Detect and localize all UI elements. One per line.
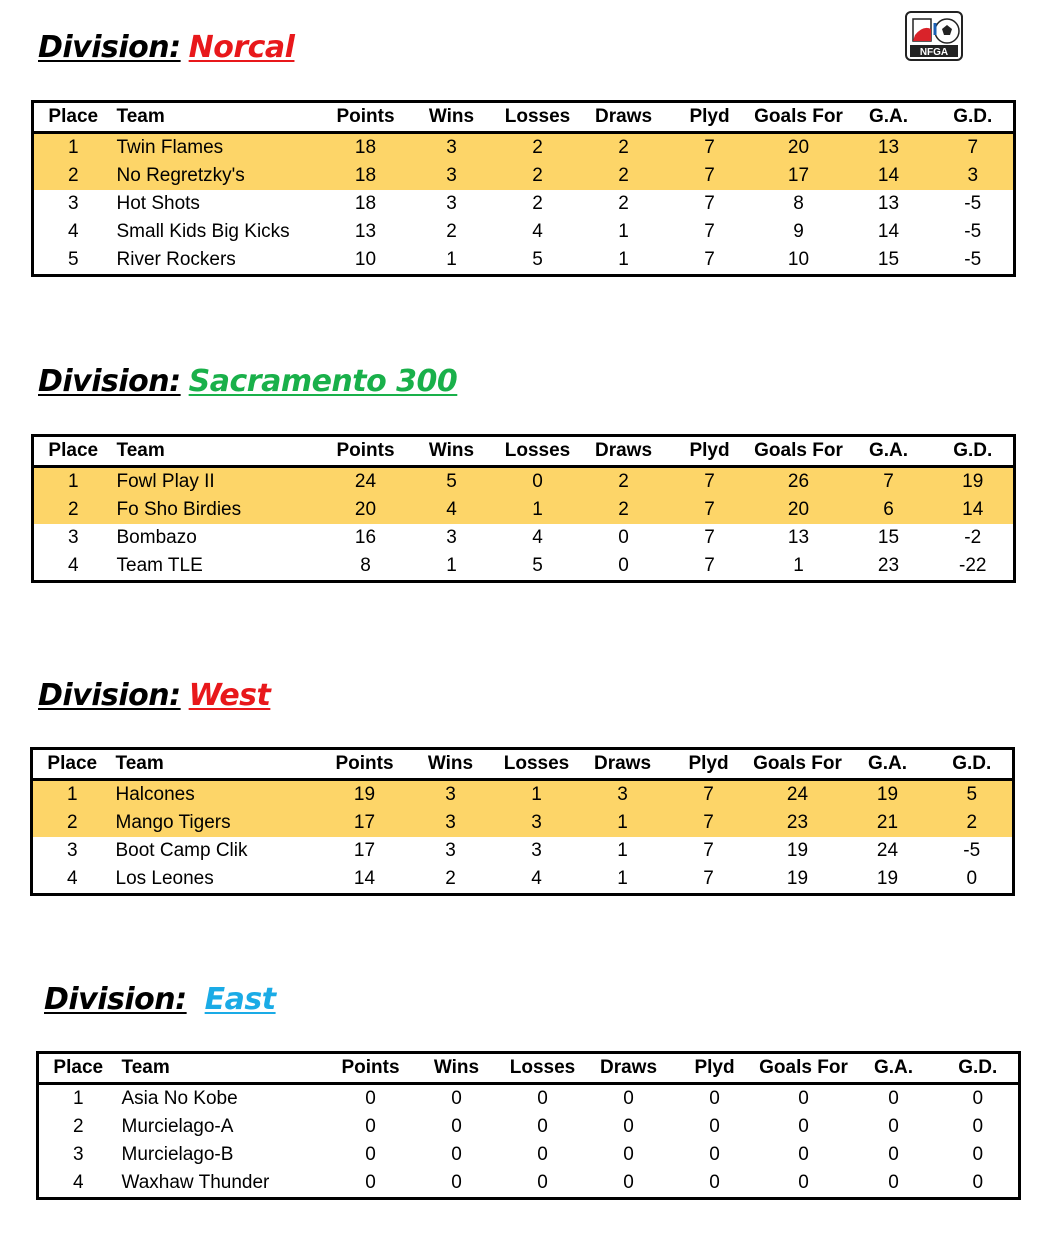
stat-cell: 7 <box>704 555 715 576</box>
stat-cell: 1 <box>617 868 628 889</box>
team-name-cell: Boot Camp Clik <box>115 840 248 861</box>
stat-cell: 24 <box>752 780 844 810</box>
column-header: Team <box>112 749 322 780</box>
stat-cell: 13 <box>354 221 377 242</box>
stat-cell: 2 <box>32 809 112 837</box>
column-header: G.D. <box>932 749 1014 780</box>
column-header: G.D. <box>933 436 1015 467</box>
stat-cell: 7 <box>933 133 1015 163</box>
stat-cell: 10 <box>787 249 810 270</box>
stat-cell: 13 <box>845 133 933 163</box>
table-row <box>38 1113 1020 1141</box>
table-row <box>33 246 1015 276</box>
table-row <box>32 809 1014 837</box>
stat-cell: 7 <box>666 780 752 810</box>
column-header: Wins <box>409 436 495 467</box>
table-row <box>38 1169 1020 1199</box>
stat-cell: 2 <box>445 868 456 889</box>
standings-table-norcal <box>31 100 1016 277</box>
stat-cell: 3 <box>580 780 666 810</box>
stat-cell: 0 <box>709 1088 720 1109</box>
stat-cell: 26 <box>753 467 845 497</box>
stat-cell: 0 <box>365 1116 376 1137</box>
stat-cell: 3 <box>446 527 457 548</box>
stat-cell: 20 <box>753 133 845 163</box>
column-header: Draws <box>586 1053 672 1084</box>
team-name-cell: Murcielago-A <box>121 1116 234 1137</box>
stat-cell: 5 <box>932 780 1014 810</box>
stat-cell: 1 <box>33 133 113 163</box>
stat-cell: 6 <box>845 496 933 524</box>
column-header: Place <box>38 1053 118 1084</box>
stat-cell: -2 <box>964 527 982 548</box>
stat-cell: 4 <box>532 221 543 242</box>
stat-cell: 2 <box>446 221 457 242</box>
stat-cell: 2 <box>618 193 629 214</box>
column-header: Goals For <box>758 1053 850 1084</box>
stat-cell: 0 <box>972 1144 984 1165</box>
column-header: Goals For <box>753 436 845 467</box>
stat-cell: 3 <box>445 840 456 861</box>
table-row <box>33 496 1015 524</box>
stat-cell: 0 <box>537 1116 548 1137</box>
stat-cell: 13 <box>787 527 810 548</box>
stat-cell: 18 <box>354 193 377 214</box>
stat-cell: 1 <box>495 496 581 524</box>
stat-cell: 0 <box>365 1088 376 1109</box>
team-name-cell: Small Kids Big Kicks <box>116 221 290 242</box>
division-label: Division: <box>44 982 187 1017</box>
header-row <box>33 436 1015 467</box>
stat-cell: 7 <box>666 809 752 837</box>
division-name: East <box>204 982 276 1017</box>
stat-cell: 8 <box>793 193 804 214</box>
column-header: G.D. <box>933 102 1015 133</box>
division-title-sacramento-300 <box>38 364 458 399</box>
table-row <box>33 162 1015 190</box>
column-header: G.A. <box>845 436 933 467</box>
table-row <box>38 1141 1020 1169</box>
column-header: Team <box>118 1053 328 1084</box>
team-name-cell: Twin Flames <box>113 133 323 163</box>
column-header: Plyd <box>667 102 753 133</box>
division-name: Sacramento 300 <box>188 364 458 399</box>
stat-cell: 14 <box>845 162 933 190</box>
stat-cell: 0 <box>709 1172 720 1193</box>
stat-cell: 14 <box>933 496 1015 524</box>
stat-cell: 0 <box>966 868 978 889</box>
stat-cell: 0 <box>623 1088 634 1109</box>
stat-cell: 21 <box>844 809 932 837</box>
stat-cell: 7 <box>667 496 753 524</box>
team-name-cell: Hot Shots <box>116 193 200 214</box>
stat-cell: 0 <box>798 1116 809 1137</box>
stat-cell: 14 <box>353 868 376 889</box>
column-header: Place <box>32 749 112 780</box>
stat-cell: 0 <box>451 1088 462 1109</box>
division-label: Division: <box>38 678 181 713</box>
stat-cell: 7 <box>704 249 715 270</box>
table-row <box>33 190 1015 218</box>
stat-cell: 3 <box>409 133 495 163</box>
stat-cell: 19 <box>876 868 899 889</box>
stat-cell: 2 <box>495 133 581 163</box>
stat-cell: 15 <box>877 527 900 548</box>
division-title-east <box>44 982 276 1017</box>
stat-cell: 3 <box>408 780 494 810</box>
logo-text: NFGA <box>919 47 949 58</box>
stat-cell: 17 <box>753 162 845 190</box>
header-row <box>38 1053 1020 1084</box>
stat-cell: 0 <box>618 555 629 576</box>
column-header: Losses <box>495 102 581 133</box>
stat-cell: 20 <box>323 496 409 524</box>
column-header: Plyd <box>667 436 753 467</box>
division-label: Division: <box>38 30 181 65</box>
stat-cell: 4 <box>409 496 495 524</box>
stat-cell: 2 <box>33 496 113 524</box>
stat-cell: 0 <box>709 1144 720 1165</box>
column-header: Losses <box>494 749 580 780</box>
stat-cell: 2 <box>532 193 543 214</box>
stat-cell: 17 <box>353 840 376 861</box>
team-name-cell: Halcones <box>112 780 322 810</box>
team-name-cell: Bombazo <box>116 527 197 548</box>
table-row <box>32 780 1014 810</box>
stat-cell: -5 <box>964 193 982 214</box>
column-header: Points <box>323 436 409 467</box>
division-title-west <box>38 678 271 713</box>
stat-cell: 7 <box>704 193 715 214</box>
stat-cell: 14 <box>877 221 900 242</box>
stat-cell: 19 <box>322 780 408 810</box>
stat-cell: 3 <box>72 1144 84 1165</box>
stat-cell: 18 <box>323 133 409 163</box>
stat-cell: 3 <box>67 193 79 214</box>
stat-cell: 7 <box>704 527 715 548</box>
stat-cell: 0 <box>365 1172 376 1193</box>
division-name: West <box>188 678 271 713</box>
column-header: Place <box>33 436 113 467</box>
stat-cell: 17 <box>322 809 408 837</box>
team-name-cell: Waxhaw Thunder <box>121 1172 270 1193</box>
column-header: Draws <box>581 436 667 467</box>
stat-cell: 0 <box>798 1088 809 1109</box>
stat-cell: 3 <box>66 840 78 861</box>
team-name-cell: Team TLE <box>116 555 203 576</box>
column-header: Plyd <box>672 1053 758 1084</box>
stat-cell: 19 <box>786 840 809 861</box>
stat-cell: 2 <box>33 162 113 190</box>
stat-cell: 1 <box>446 555 457 576</box>
team-name-cell: Los Leones <box>115 868 214 889</box>
stat-cell: 3 <box>409 162 495 190</box>
team-name-cell: Murcielago-B <box>121 1144 234 1165</box>
stat-cell: 0 <box>709 1116 720 1137</box>
division-title-norcal <box>38 30 295 65</box>
column-header: G.A. <box>850 1053 938 1084</box>
stat-cell: 7 <box>667 162 753 190</box>
stat-cell: 19 <box>786 868 809 889</box>
stat-cell: 1 <box>446 249 457 270</box>
stat-cell: 2 <box>581 133 667 163</box>
stat-cell: 0 <box>365 1144 376 1165</box>
column-header: Draws <box>581 102 667 133</box>
stat-cell: 2 <box>581 496 667 524</box>
stat-cell: 8 <box>360 555 371 576</box>
stat-cell: 5 <box>67 249 79 270</box>
table-row <box>38 1084 1020 1114</box>
stat-cell: 0 <box>618 527 629 548</box>
stat-cell: 18 <box>323 162 409 190</box>
team-name-cell: Fowl Play II <box>113 467 323 497</box>
column-header: Points <box>323 102 409 133</box>
stat-cell: 7 <box>845 467 933 497</box>
stat-cell: 3 <box>408 809 494 837</box>
stat-cell: 1 <box>72 1088 84 1109</box>
stat-cell: 4 <box>67 555 79 576</box>
stat-cell: 1 <box>618 249 629 270</box>
stat-cell: 5 <box>409 467 495 497</box>
stat-cell: 0 <box>495 467 581 497</box>
stat-cell: 23 <box>752 809 844 837</box>
team-name-cell: Fo Sho Birdies <box>113 496 323 524</box>
table-row <box>33 218 1015 246</box>
stat-cell: 7 <box>667 467 753 497</box>
header-row <box>32 749 1014 780</box>
stat-cell: 1 <box>32 780 112 810</box>
stat-cell: -5 <box>963 840 981 861</box>
stat-cell: 2 <box>581 467 667 497</box>
stat-cell: 4 <box>72 1172 84 1193</box>
column-header: Place <box>33 102 113 133</box>
header-row <box>33 102 1015 133</box>
stat-cell: 7 <box>704 221 715 242</box>
stat-cell: 2 <box>581 162 667 190</box>
stat-cell: -22 <box>959 555 987 576</box>
column-header: Points <box>328 1053 414 1084</box>
stat-cell: 0 <box>972 1088 984 1109</box>
table-row <box>33 552 1015 582</box>
standings-table-east <box>36 1051 1021 1200</box>
stat-cell: 2 <box>72 1116 84 1137</box>
table-row <box>32 837 1014 865</box>
column-header: Team <box>113 102 323 133</box>
stat-cell: 1 <box>580 809 666 837</box>
stat-cell: 3 <box>67 527 79 548</box>
stat-cell: 3 <box>494 809 580 837</box>
column-header: Wins <box>409 102 495 133</box>
column-header: Goals For <box>753 102 845 133</box>
stat-cell: -5 <box>964 221 982 242</box>
stat-cell: 23 <box>877 555 900 576</box>
standings-table-west <box>30 747 1015 896</box>
column-header: Team <box>113 436 323 467</box>
team-name-cell: Asia No Kobe <box>121 1088 238 1109</box>
stat-cell: 0 <box>888 1088 899 1109</box>
stat-cell: 0 <box>888 1172 899 1193</box>
stat-cell: 0 <box>972 1116 984 1137</box>
stat-cell: 0 <box>972 1172 984 1193</box>
stat-cell: 15 <box>877 249 900 270</box>
stat-cell: 1 <box>793 555 804 576</box>
table-row <box>33 133 1015 163</box>
stat-cell: 16 <box>354 527 377 548</box>
division-label: Division: <box>38 364 181 399</box>
column-header: Draws <box>580 749 666 780</box>
stat-cell: 0 <box>537 1144 548 1165</box>
stat-cell: 0 <box>623 1172 634 1193</box>
stat-cell: 5 <box>532 555 543 576</box>
stat-cell: 10 <box>354 249 377 270</box>
stat-cell: 0 <box>888 1144 899 1165</box>
column-header: Goals For <box>752 749 844 780</box>
table-row <box>33 467 1015 497</box>
stat-cell: 0 <box>798 1172 809 1193</box>
stat-cell: 20 <box>753 496 845 524</box>
stat-cell: 3 <box>933 162 1015 190</box>
stat-cell: 7 <box>703 840 714 861</box>
column-header: Wins <box>408 749 494 780</box>
stat-cell: 0 <box>451 1116 462 1137</box>
column-header: G.A. <box>845 102 933 133</box>
stat-cell: 4 <box>66 868 78 889</box>
stat-cell: 3 <box>446 193 457 214</box>
stat-cell: 0 <box>623 1144 634 1165</box>
team-name-cell: Mango Tigers <box>112 809 322 837</box>
stat-cell: 0 <box>798 1144 809 1165</box>
stat-cell: 4 <box>531 868 542 889</box>
team-name-cell: River Rockers <box>116 249 236 270</box>
stat-cell: 2 <box>932 809 1014 837</box>
stat-cell: 19 <box>844 780 932 810</box>
stat-cell: 1 <box>33 467 113 497</box>
stat-cell: 0 <box>623 1116 634 1137</box>
team-name-cell: No Regretzky's <box>113 162 323 190</box>
column-header: G.D. <box>938 1053 1020 1084</box>
stat-cell: 0 <box>537 1172 548 1193</box>
stat-cell: 24 <box>876 840 899 861</box>
stat-cell: 7 <box>703 868 714 889</box>
column-header: Losses <box>495 436 581 467</box>
stat-cell: 1 <box>494 780 580 810</box>
stat-cell: 9 <box>793 221 804 242</box>
stat-cell: 1 <box>617 840 628 861</box>
stat-cell: 7 <box>667 133 753 163</box>
column-header: Losses <box>500 1053 586 1084</box>
nfga-logo <box>905 11 963 61</box>
stat-cell: 5 <box>532 249 543 270</box>
column-header: G.A. <box>844 749 932 780</box>
standings-table-sacramento-300 <box>31 434 1016 583</box>
stat-cell: -5 <box>964 249 982 270</box>
table-row <box>32 865 1014 895</box>
stat-cell: 2 <box>495 162 581 190</box>
stat-cell: 0 <box>451 1144 462 1165</box>
stat-cell: 4 <box>67 221 79 242</box>
stat-cell: 0 <box>888 1116 899 1137</box>
stat-cell: 19 <box>933 467 1015 497</box>
column-header: Points <box>322 749 408 780</box>
stat-cell: 24 <box>323 467 409 497</box>
table-row <box>33 524 1015 552</box>
stat-cell: 0 <box>451 1172 462 1193</box>
stat-cell: 13 <box>877 193 900 214</box>
column-header: Plyd <box>666 749 752 780</box>
stat-cell: 4 <box>532 527 543 548</box>
stat-cell: 0 <box>537 1088 548 1109</box>
division-name: Norcal <box>188 30 295 65</box>
stat-cell: 1 <box>618 221 629 242</box>
column-header: Wins <box>414 1053 500 1084</box>
stat-cell: 3 <box>531 840 542 861</box>
